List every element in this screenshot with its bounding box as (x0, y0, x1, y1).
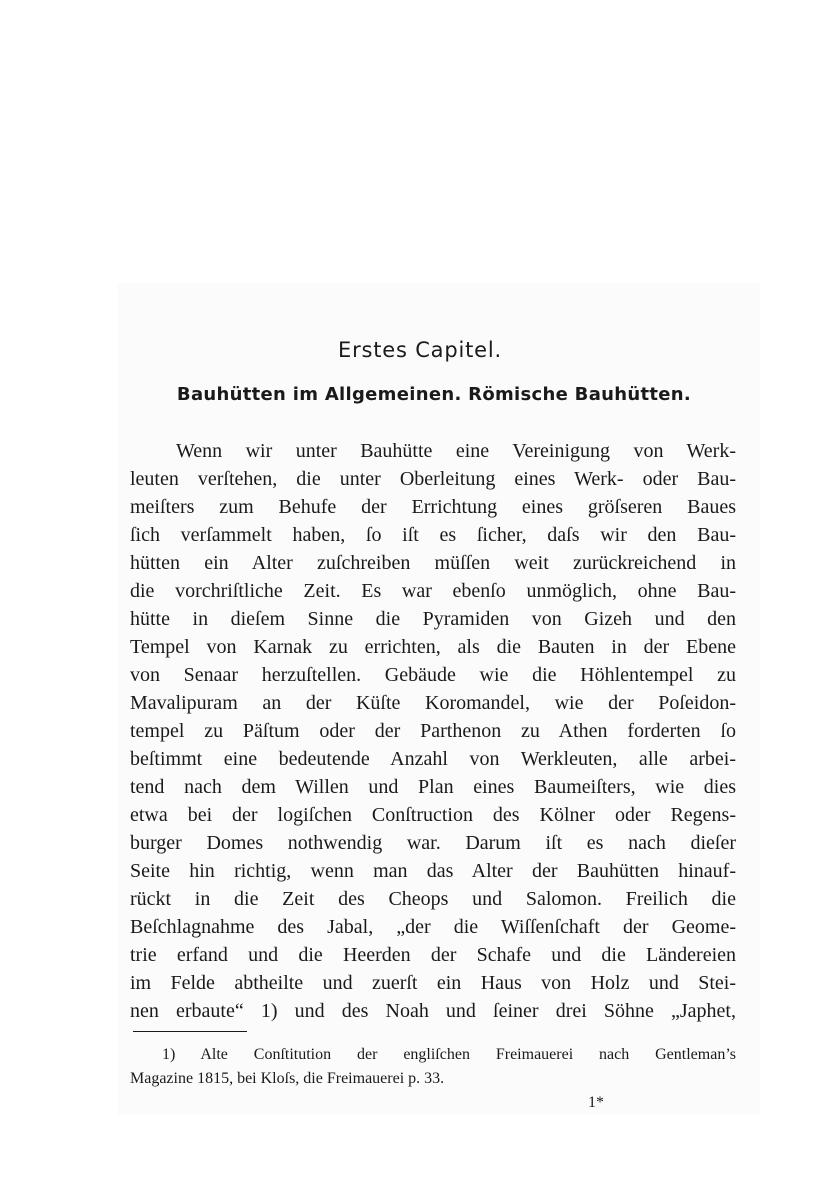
text-line: tempel zu Päſtum oder der Parthenon zu Athen forderten ſo (130, 720, 736, 742)
signature-mark: 1* (588, 1094, 604, 1111)
text-line: ſich verſammelt haben, ſo iſt es ſicher, daſs wir den Bau- (130, 524, 736, 546)
text-line: von Senaar herzuſtellen. Gebäude wie die Höhlentempel zu (130, 664, 736, 686)
chapter-title: Erstes Capitel. (338, 338, 502, 362)
text-line: rückt in die Zeit des Cheops und Salomon. Freilich die (130, 888, 736, 910)
text-line: Beſchlagnahme des Jabal, „der die Wiſſenſchaft der Geome- (130, 916, 736, 938)
text-line: beſtimmt eine bedeutende Anzahl von Werkleuten, alle arbei- (130, 748, 736, 770)
chapter-subtitle: Bauhütten im Allgemeinen. Römische Bauhütten. (176, 384, 692, 405)
text-line: tend nach dem Willen und Plan eines Baumeiſters, wie dies (130, 776, 736, 798)
text-line: leuten verſtehen, die unter Oberleitung eines Werk- oder Bau- (130, 468, 736, 490)
body-text (130, 437, 736, 1025)
text-line: hütte in dieſem Sinne die Pyramiden von Gizeh und den (130, 608, 736, 630)
text-line: burger Domes nothwendig war. Darum iſt es nach dieſer (130, 832, 736, 854)
text-line: im Felde abtheilte und zuerſt ein Haus von Holz und Stei- (130, 972, 736, 994)
text-line: meiſters zum Behufe der Errichtung eines gröſseren Baues (130, 496, 736, 518)
text-line: Seite hin richtig, wenn man das Alter der Bauhütten hinauf- (130, 860, 736, 882)
footnote-line: Magazine 1815, bei Kloſs, die Freimauerei p. 33. (130, 1070, 445, 1087)
text-line: nen erbaute“ 1) und des Noah und ſeiner drei Söhne „Japhet, (130, 1000, 736, 1022)
text-line: Mavalipuram an der Küſte Koromandel, wie der Poſeidon- (130, 692, 736, 714)
text-line: trie erfand und die Heerden der Schafe und die Ländereien (130, 944, 736, 966)
text-line: etwa bei der logiſchen Conſtruction des Kölner oder Regens- (130, 804, 736, 826)
text-line: die vorchriſtliche Zeit. Es war ebenſo unmöglich, ohne Bau- (130, 580, 736, 602)
footnote (130, 1043, 736, 1091)
text-line: Wenn wir unter Bauhütte eine Vereinigung von Werk- (176, 440, 736, 462)
text-line: hütten ein Alter zuſchreiben müſſen weit zurückreichend in (130, 552, 736, 574)
footnote-divider (133, 1031, 247, 1032)
footnote-line: 1) Alte Conſtitution der engliſchen Freimauerei nach Gentleman’s (162, 1046, 736, 1063)
text-line: Tempel von Karnak zu errichten, als die Bauten in der Ebene (130, 636, 736, 658)
